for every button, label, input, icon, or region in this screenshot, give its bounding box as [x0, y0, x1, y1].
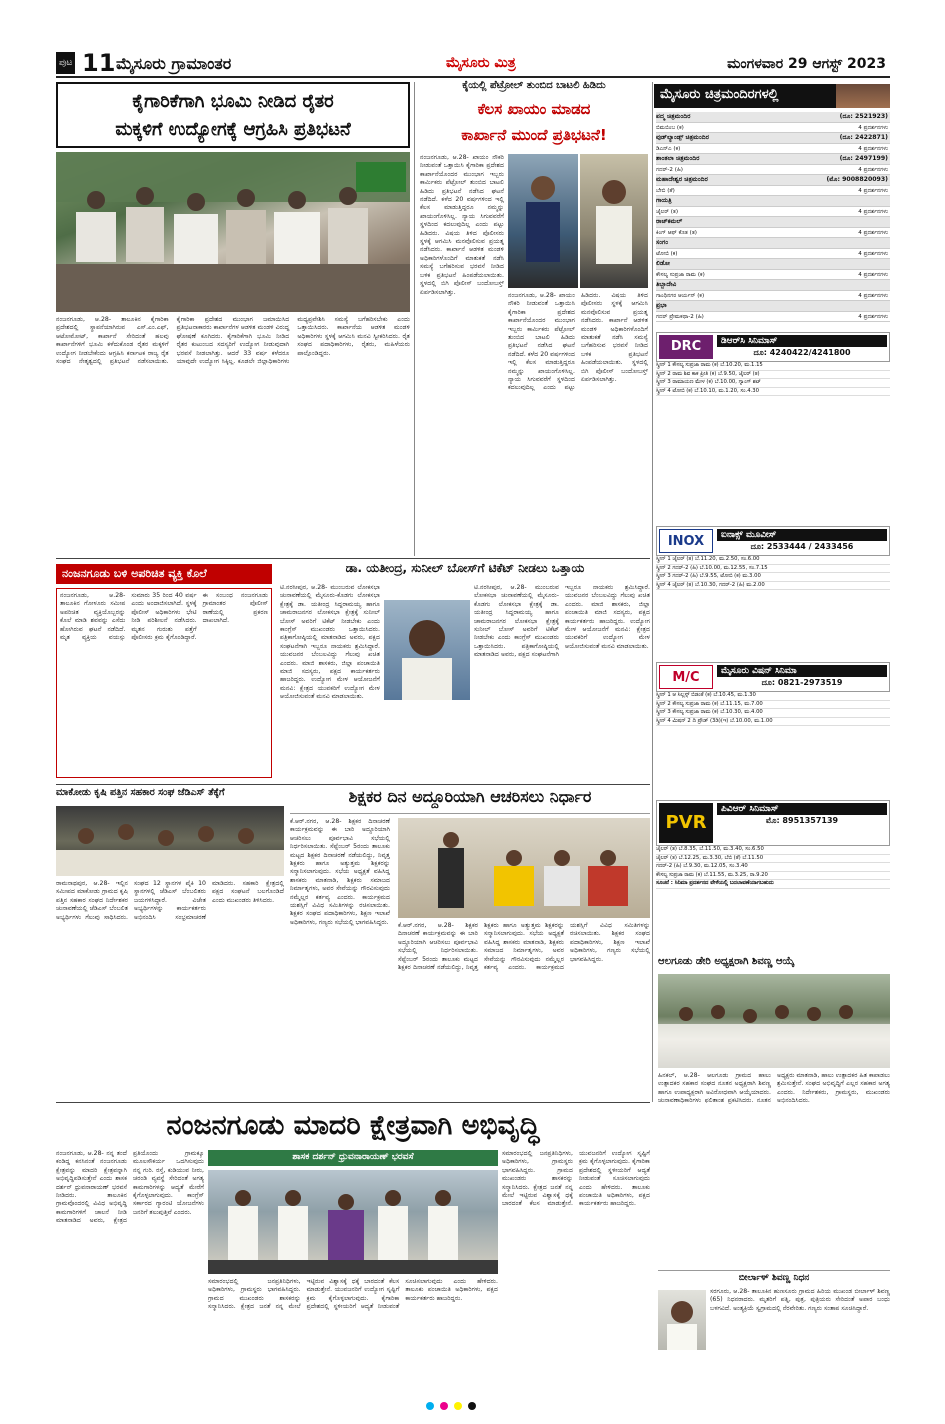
listing-row-title: ಗದರ್-2 (ಹಿ)	[656, 166, 683, 173]
inox-cinema-block	[656, 526, 890, 590]
pvr-cinema-block	[656, 800, 890, 889]
pvr-header	[656, 800, 890, 846]
mvc-screen-row: ಸ್ಕ್ರೀನ್ 3 ಕೌಸಲ್ಯ ಸುಪ್ರಜಾ ರಾಮ (ಕ) ಬೆ.10.30, ಮ.4.00	[656, 709, 890, 718]
mvc-logo: M/C	[659, 665, 713, 689]
story4-body: ಟಿ.ನರಸೀಪುರ, ಆ.28- ಮುಂಬರುವ ಲೋಕಸಭಾ ಚುನಾವಣೆಯಲ್ಲಿ ಮೈಸೂರು-ಕೊಡಗು ಲೋಕಸಭಾ ಕ್ಷೇತ್ರಕ್ಕೆ ಡಾ. ಯತೀಂದ್ರ ಸಿದ್ದರಾಮಯ್ಯ ಹಾಗೂ ಚಾಮರಾಜನಗರ ಲೋಕಸಭಾ ಕ್ಷೇತ್ರಕ್ಕೆ ಸುನೀಲ್ ಬೋಸ್ ಅವರಿಗೆ ಟಿಕೆಟ್ ನೀಡಬೇಕು ಎಂದು ಕಾಂಗ್ರೆಸ್ ಮುಖಂಡರು ಒತ್ತಾಯಿಸಿದರು. ಪತ್ರಿಕಾಗೋಷ್ಠಿಯಲ್ಲಿ ಮಾತನಾಡಿದ ಅವರು, ಪಕ್ಷದ ಸಂಘಟನೆಗಾಗಿ ಇಬ್ಬರೂ ನಾಯಕರು ಶ್ರಮಿಸಿದ್ದಾರೆ. ಯುವಜನರ ಬೆಂಬಲವಿದ್ದು ಗೆಲುವು ಖಚಿತ ಎಂದರು. ಮಾಜಿ ಶಾಸಕರು, ಜಿಲ್ಲಾ ಪಂಚಾಯಿತಿ ಮಾಜಿ ಸದಸ್ಯರು, ಪಕ್ಷದ ಕಾರ್ಯಕರ್ತರು ಹಾಜರಿದ್ದರು. ಉದ್ಯೋಗ ಮೇಳ ಆಯೋಜನೆಗೆ ಮನವಿ: ಕ್ಷೇತ್ರದ ಯುವಕರಿಗೆ ಉದ್ಯೋಗ ಮೇಳ ಆಯೋಜಿಸುವಂತೆ ಮನವಿ ಮಾಡಲಾಯಿತು.	[280, 584, 380, 701]
section-divider	[56, 784, 650, 785]
listing-row-title: ಸಂಗಂ	[656, 239, 669, 246]
story6-photo	[398, 818, 650, 918]
listing-theater-row	[656, 280, 890, 291]
drc-screen-row: ಸ್ಕ್ರೀನ್ 4 ಟೋಬಿ (ಕ) ಬೆ.10.10, ಮ.1.20, ಸಂ.4.30	[656, 388, 890, 397]
section-title: ಮೈಸೂರು ಗ್ರಾಮಾಂತರ	[116, 54, 232, 73]
story4-body-continued: ಟಿ.ನರಸೀಪುರ, ಆ.28- ಮುಂಬರುವ ಲೋಕಸಭಾ ಚುನಾವಣೆಯಲ್ಲಿ ಮೈಸೂರು-ಕೊಡಗು ಲೋಕಸಭಾ ಕ್ಷೇತ್ರಕ್ಕೆ ಡಾ. ಯತೀಂದ್ರ ಸಿದ್ದರಾಮಯ್ಯ ಹಾಗೂ ಚಾಮರಾಜನಗರ ಲೋಕಸಭಾ ಕ್ಷೇತ್ರಕ್ಕೆ ಸುನೀಲ್ ಬೋಸ್ ಅವರಿಗೆ ಟಿಕೆಟ್ ನೀಡಬೇಕು ಎಂದು ಕಾಂಗ್ರೆಸ್ ಮುಖಂಡರು ಒತ್ತಾಯಿಸಿದರು. ಪತ್ರಿಕಾಗೋಷ್ಠಿಯಲ್ಲಿ ಮಾತನಾಡಿದ ಅವರು, ಪಕ್ಷದ ಸಂಘಟನೆಗಾಗಿ ಇಬ್ಬರೂ ನಾಯಕರು ಶ್ರಮಿಸಿದ್ದಾರೆ. ಯುವಜನರ ಬೆಂಬಲವಿದ್ದು ಗೆಲುವು ಖಚಿತ ಎಂದರು. ಮಾಜಿ ಶಾಸಕರು, ಜಿಲ್ಲಾ ಪಂಚಾಯಿತಿ ಮಾಜಿ ಸದಸ್ಯರು, ಪಕ್ಷದ ಕಾರ್ಯಕರ್ತರು ಹಾಜರಿದ್ದರು. ಉದ್ಯೋಗ ಮೇಳ ಆಯೋಜನೆಗೆ ಮನವಿ: ಕ್ಷೇತ್ರದ ಯುವಕರಿಗೆ ಉದ್ಯೋಗ ಮೇಳ ಆಯೋಜಿಸುವಂತೆ ಮನವಿ ಮಾಡಲಾಯಿತು.	[474, 584, 650, 659]
story1-headline-line1: ಕೈಗಾರಿಕೆಗಾಗಿ ಭೂಮಿ ನೀಡಿದ ರೈತರ	[132, 91, 334, 112]
drc-screens	[656, 362, 890, 396]
listing-row-info: 4 ಪ್ರದರ್ಶನಗಳು	[858, 124, 888, 131]
listing-row-info: 4 ಪ್ರದರ್ಶನಗಳು	[858, 145, 888, 152]
registration-mark	[454, 1402, 462, 1410]
story1-headline-line2: ಮಕ್ಕಳಿಗೆ ಉದ್ಯೋಗಕ್ಕೆ ಆಗ್ರಹಿಸಿ ಪ್ರತಿಭಟನೆ	[115, 119, 351, 140]
listing-row-title: ಬಿಮಬಿಂಬ (ಕ)	[656, 124, 684, 131]
inox-screen-row: ಸ್ಕ್ರೀನ್ 3 ಗದರ್-2 (ಹಿ) ಬೆ.9.55, ಟೋಬಿ (ಕ) ಮ.3.00	[656, 573, 890, 582]
listing-row-info: (ದೂ: 2497199)	[839, 155, 888, 162]
mvc-header	[656, 662, 890, 692]
story2-photo-2-figure	[580, 154, 648, 288]
story2-body: ನಂಜನಗೂಡು, ಆ.28- ಖಾಯಂ ನೌಕರಿ ನೀಡುವಂತೆ ಒತ್ತಾಯಿಸಿ ಕೈಗಾರಿಕಾ ಪ್ರದೇಶದ ಕಾರ್ಖಾನೆಯೊಂದರ ಮುಂಭಾಗ ಇಬ್ಬರು ಕಾರ್ಮಿಕರು ಪೆಟ್ರೋಲ್ ತುಂಬಿದ ಬಾಟಲಿ ಹಿಡಿದು ಪ್ರತಿಭಟನೆ ನಡೆಸಿದ ಘಟನೆ ನಡೆದಿದೆ. ಕಳೆದ 20 ವರ್ಷಗಳಿಂದ ಇಲ್ಲಿ ಕೆಲಸ ಮಾಡುತ್ತಿದ್ದರೂ ನಮ್ಮನ್ನು ಖಾಯಂಗೊಳಿಸಿಲ್ಲ. ನ್ಯಾಯ ಸಿಗುವವರೆಗೆ ಸ್ಥಳದಿಂದ ಕದಲುವುದಿಲ್ಲ ಎಂದು ಪಟ್ಟು ಹಿಡಿದರು. ವಿಷಯ ತಿಳಿದ ಪೊಲೀಸರು ಸ್ಥಳಕ್ಕೆ ಆಗಮಿಸಿ ಮನವೊಲಿಸುವ ಪ್ರಯತ್ನ ನಡೆಸಿದರು. ಕಾರ್ಖಾನೆ ಆಡಳಿತ ಮಂಡಳಿ ಅಧಿಕಾರಿಗಳೊಂದಿಗೆ ಮಾತುಕತೆ ನಡೆಸಿ ಸಮಸ್ಯೆ ಬಗೆಹರಿಸುವ ಭರವಸೆ ನೀಡಿದ ಬಳಿಕ ಪ್ರತಿಭಟನೆ ಹಿಂಪಡೆಯಲಾಯಿತು. ಸ್ಥಳದಲ್ಲಿ ಬಿಗಿ ಪೊಲೀಸ್ ಬಂದೋಬಸ್ತ್ ಏರ್ಪಡಿಸಲಾಗಿತ್ತು.	[420, 154, 504, 296]
listing-theater-row	[656, 238, 890, 249]
mvc-screen-row: ಸ್ಕ್ರೀನ್ 2 ಕೌಸಲ್ಯ ಸುಪ್ರಜಾ ರಾಮ (ಕ) ಬೆ.11.15, ಮ.7.00	[656, 701, 890, 710]
listing-row-info: 4 ಪ್ರದರ್ಶನಗಳು	[858, 187, 888, 194]
pvr-logo: PVR	[659, 803, 713, 843]
registration-mark	[426, 1402, 434, 1410]
story2-photo-1	[508, 154, 578, 288]
listing-movie-row	[656, 207, 890, 218]
drc-phone: ದೂ: 4240422/4241800	[753, 348, 851, 357]
story9-body-left: ನಂಜನಗೂಡು, ಆ.28- ನನ್ನ ತಂದೆ ಕಂಡಿದ್ದ ಕನಸಿನಂತೆ ನಂಜನಗೂಡು ಕ್ಷೇತ್ರವನ್ನು ಮಾದರಿ ಕ್ಷೇತ್ರವನ್ನಾಗಿ ಅಭಿವೃದ್ಧಿಪಡಿಸುತ್ತೇನೆ ಎಂದು ಶಾಸಕ ದರ್ಶನ್ ಧ್ರುವನಾರಾಯಣ್ ಭರವಸೆ ನೀಡಿದರು. ತಾಲೂಕಿನ ಗ್ರಾಮವೊಂದರಲ್ಲಿ ವಿವಿಧ ಅಭಿವೃದ್ಧಿ ಕಾಮಗಾರಿಗಳಿಗೆ ಚಾಲನೆ ನೀಡಿ ಮಾತನಾಡಿದ ಅವರು, ಕ್ಷೇತ್ರದ ಪ್ರತಿಯೊಂದು ಗ್ರಾಮಕ್ಕೂ ಮೂಲಸೌಕರ್ಯ ಒದಗಿಸುವುದು ನನ್ನ ಗುರಿ. ರಸ್ತೆ, ಕುಡಿಯುವ ನೀರು, ಚರಂಡಿ ವ್ಯವಸ್ಥೆ ಸೇರಿದಂತೆ ಅಗತ್ಯ ಕಾಮಗಾರಿಗಳನ್ನು ಆದ್ಯತೆ ಮೇರೆಗೆ ಕೈಗೊಳ್ಳಲಾಗುವುದು. ಕಾಂಗ್ರೆಸ್ ಸರ್ಕಾರದ ಗ್ಯಾರಂಟಿ ಯೋಜನೆಗಳು ಜನರಿಗೆ ತಲುಪುತ್ತಿವೆ ಎಂದರು.	[56, 1150, 204, 1225]
listing-theater-row	[656, 154, 890, 165]
inox-header	[656, 526, 890, 556]
story2-photo-1-figure	[508, 154, 578, 288]
listing-row-info: 4 ಪ್ರದರ್ಶನಗಳು	[858, 208, 888, 215]
listing-theater-row	[656, 196, 890, 207]
listing-row-info: 4 ಪ್ರದರ್ಶನಗಳು	[858, 271, 888, 278]
section-divider	[56, 558, 650, 559]
listing-row-info: 4 ಪ್ರದರ್ಶನಗಳು	[858, 166, 888, 173]
story2-headline-line1: ಕೆಲಸ ಖಾಯಂ ಮಾಡದ	[477, 100, 591, 118]
registration-mark	[440, 1402, 448, 1410]
story9-photo	[208, 1170, 498, 1274]
section-divider	[56, 1102, 650, 1103]
listing-movie-row	[656, 249, 890, 260]
listing-row-info: 4 ಪ್ರದರ್ಶನಗಳು	[858, 229, 888, 236]
story7-body: ಹಿನಕಲ್, ಆ.28- ಆಲಗೂಡು ಗ್ರಾಮದ ಹಾಲು ಉತ್ಪಾದಕರ ಸಹಕಾರ ಸಂಘದ ನೂತನ ಅಧ್ಯಕ್ಷರಾಗಿ ಶಿವಣ್ಣ ಹಾಗೂ ಉಪಾಧ್ಯಕ್ಷರಾಗಿ ಅವಿರೋಧವಾಗಿ ಆಯ್ಕೆಯಾದರು. ಚುನಾವಣಾಧಿಕಾರಿಗಳು ಫಲಿತಾಂಶ ಪ್ರಕಟಿಸಿದರು. ನೂತನ ಅಧ್ಯಕ್ಷರು ಮಾತನಾಡಿ, ಹಾಲು ಉತ್ಪಾದಕರ ಹಿತ ಕಾಪಾಡಲು ಶ್ರಮಿಸುತ್ತೇನೆ. ಸಂಘದ ಅಭಿವೃದ್ಧಿಗೆ ಎಲ್ಲರ ಸಹಕಾರ ಅಗತ್ಯ ಎಂದರು. ನಿರ್ದೇಶಕರು, ಗ್ರಾಮಸ್ಥರು, ಮುಖಂಡರು ಅಭಿನಂದಿಸಿದರು.	[658, 1072, 890, 1105]
column-divider	[652, 82, 653, 1102]
listing-theater-row	[656, 259, 890, 270]
column-divider	[414, 82, 415, 556]
drc-logo: DRC	[659, 335, 713, 359]
listing-row-info: (ಮೊ: 9008820093)	[826, 176, 888, 183]
inox-screens	[656, 556, 890, 590]
listing-row-title: ವುಡ್‌ಲ್ಯಾಂಡ್ಸ್ ಚಿತ್ರಮಂದಿರ	[656, 134, 710, 141]
story1-body: ನಂಜನಗೂಡು, ಆ.28- ತಾಲೂಕಿನ ಕೈಗಾರಿಕಾ ಪ್ರದೇಶದಲ್ಲಿ ಸ್ಥಾಪನೆಯಾಗಿರುವ ಎಸ್.ಎಂ.ಎಫ್, ಆಟೋಮೋಟ್, ಕಾರ್ಖಾನೆ ಸೇರಿದಂತೆ ಹಲವು ಕಾರ್ಖಾನೆಗಳಿಗೆ ಭೂಮಿ ಕಳೆದುಕೊಂಡ ರೈತರ ಮಕ್ಕಳಿಗೆ ಉದ್ಯೋಗ ನೀಡಬೇಕೆಂದು ಆಗ್ರಹಿಸಿ ಕರ್ನಾಟಕ ರಾಜ್ಯ ರೈತ ಸಂಘದ ನೇತೃತ್ವದಲ್ಲಿ ಪ್ರತಿಭಟನೆ ನಡೆಸಲಾಯಿತು. ಕೈಗಾರಿಕಾ ಪ್ರದೇಶದ ಮುಂಭಾಗ ಜಮಾಯಿಸಿದ ಪ್ರತಿಭಟನಾಕಾರರು ಕಾರ್ಖಾನೆಗಳ ಆಡಳಿತ ಮಂಡಳಿ ವಿರುದ್ಧ ಘೋಷಣೆ ಕೂಗಿದರು. ಕೈಗಾರಿಕೆಗಾಗಿ ಭೂಮಿ ನೀಡಿದ ರೈತರ ಕುಟುಂಬದ ಸದಸ್ಯರಿಗೆ ಉದ್ಯೋಗ ನೀಡುವುದಾಗಿ ಭರವಸೆ ನೀಡಲಾಗಿತ್ತು. ಆದರೆ 33 ವರ್ಷ ಕಳೆದರೂ ಯಾವುದೇ ಉದ್ಯೋಗ ಸಿಕ್ಕಿಲ್ಲ. ಕೂಡಲೇ ಜಿಲ್ಲಾಧಿಕಾರಿಗಳು ಮಧ್ಯಪ್ರವೇಶಿಸಿ ಸಮಸ್ಯೆ ಬಗೆಹರಿಸಬೇಕು ಎಂದು ಒತ್ತಾಯಿಸಿದರು. ಕಾರ್ಖಾನೆಯ ಆಡಳಿತ ಮಂಡಳಿ ಅಧಿಕಾರಿಗಳು ಸ್ಥಳಕ್ಕೆ ಆಗಮಿಸಿ ಮನವಿ ಸ್ವೀಕರಿಸಿದರು. ರೈತ ಸಂಘದ ಪದಾಧಿಕಾರಿಗಳು, ರೈತರು, ಮಹಿಳೆಯರು ಪಾಲ್ಗೊಂಡಿದ್ದರು.	[56, 316, 410, 366]
listing-row-title: ಲಿಡೋ	[656, 260, 670, 267]
page-tag: ಪುಟ	[56, 52, 75, 74]
listing-row-title: ಗದರ್ ಪ್ರೇಮಕಥಾ-2 (ಹಿ)	[656, 313, 704, 320]
story1-headline	[56, 82, 410, 148]
drc-header	[656, 332, 890, 362]
listing-movie-row	[656, 144, 890, 155]
story2-headline	[420, 96, 648, 152]
mvc-screens	[656, 692, 890, 726]
story5-photo-crowd	[56, 806, 284, 876]
inox-title: ಐನಾಕ್ಸ್ ಮೂವೀಸ್	[717, 529, 887, 541]
story6-body-continued: ಕೆ.ಆರ್.ನಗರ, ಆ.28- ಶಿಕ್ಷಕರ ದಿನಾಚರಣೆ ಕಾರ್ಯಕ್ರಮವನ್ನು ಈ ಬಾರಿ ಅದ್ದೂರಿಯಾಗಿ ಆಚರಿಸಲು ಪೂರ್ವಭಾವಿ ಸಭೆಯಲ್ಲಿ ನಿರ್ಧರಿಸಲಾಯಿತು. ಸೆಪ್ಟೆಂಬರ್ 5ರಂದು ತಾಲೂಕು ಮಟ್ಟದ ಶಿಕ್ಷಕರ ದಿನಾಚರಣೆ ನಡೆಯಲಿದ್ದು, ನಿವೃತ್ತ ಶಿಕ್ಷಕರು ಹಾಗೂ ಅತ್ಯುತ್ತಮ ಶಿಕ್ಷಕರನ್ನು ಸನ್ಮಾನಿಸಲಾಗುವುದು. ಸಭೆಯ ಅಧ್ಯಕ್ಷತೆ ವಹಿಸಿದ್ದ ಶಾಸಕರು ಮಾತನಾಡಿ, ಶಿಕ್ಷಕರು ಸಮಾಜದ ನಿರ್ಮಾತೃಗಳು, ಅವರ ಸೇವೆಯನ್ನು ಗೌರವಿಸುವುದು ನಮ್ಮೆಲ್ಲರ ಕರ್ತವ್ಯ ಎಂದರು. ಕಾರ್ಯಕ್ರಮದ ಯಶಸ್ಸಿಗೆ ವಿವಿಧ ಸಮಿತಿಗಳನ್ನು ರಚಿಸಲಾಯಿತು. ಶಿಕ್ಷಕರ ಸಂಘದ ಪದಾಧಿಕಾರಿಗಳು, ಶಿಕ್ಷಣ ಇಲಾಖೆ ಅಧಿಕಾರಿಗಳು, ಗಣ್ಯರು ಸಭೆಯಲ್ಲಿ ಭಾಗವಹಿಸಿದ್ದರು.	[398, 922, 650, 972]
inox-phone: ದೂ: 2533444 / 2433456	[750, 542, 854, 551]
listing-movie-row	[656, 228, 890, 239]
drc-title: ಡಿಆರ್‌ಸಿ ಸಿನಿಮಾಸ್	[717, 335, 887, 347]
listing-row-title: ರಾಜ್‌ಕಮಲ್	[656, 218, 683, 225]
listing-row-info: 4 ಪ್ರದರ್ಶನಗಳು	[858, 292, 888, 299]
story7-photo	[658, 974, 890, 1068]
story6-headline: ಶಿಕ್ಷಕರ ದಿನ ಅದ್ದೂರಿಯಾಗಿ ಆಚರಿಸಲು ನಿರ್ಧಾರ	[290, 788, 650, 814]
inox-screen-row: ಸ್ಕ್ರೀನ್ 2 ಗದರ್-2 (ಹಿ) ಬೆ.10.00, ಮ.12.55, ಸಂ.7.15	[656, 565, 890, 574]
listing-row-title: ಗಾಂಧಿನಗರ ಆರ್ಯನ್ (ಕ)	[656, 292, 705, 299]
story8-body: ಸರಗೂರು, ಆ.28- ತಾಲೂಕಿನ ಹುಣಸೂರು ಗ್ರಾಮದ ಹಿರಿಯ ಮುಖಂಡ ಬೀರ್ಲಾಳ್ ಶಿವಣ್ಣ (65) ನಿಧನರಾದರು. ಮೃತರಿಗೆ ಪತ್ನಿ, ಪುತ್ರ, ಪುತ್ರಿಯರು ಸೇರಿದಂತೆ ಅಪಾರ ಬಂಧು ಬಳಗವಿದೆ. ಅಂತ್ಯಕ್ರಿಯೆ ಸ್ವಗ್ರಾಮದಲ್ಲಿ ನೆರವೇರಿತು. ಗಣ್ಯರು ಸಂತಾಪ ಸೂಚಿಸಿದ್ದಾರೆ.	[710, 1288, 890, 1312]
story2-kicker: ಕೈಯಲ್ಲಿ ಪೆಟ್ರೋಲ್ ತುಂಬಿದ ಬಾಟಲಿ ಹಿಡಿದು	[462, 80, 606, 91]
story9-headline: ನಂಜನಗೂಡು ಮಾದರಿ ಕ್ಷೇತ್ರವಾಗಿ ಅಭಿವೃದ್ಧಿ	[166, 1110, 540, 1141]
pvr-screens	[656, 846, 890, 880]
drc-screen-row: ಸ್ಕ್ರೀನ್ 3 ರಾಮಾಯಣ ಮೇಳ (ಕ) ಬೆ.10.00, ಗ್ಯಾಂಗ್ ಶಟ್	[656, 379, 890, 388]
story2-body-continued: ನಂಜನಗೂಡು, ಆ.28- ಖಾಯಂ ನೌಕರಿ ನೀಡುವಂತೆ ಒತ್ತಾಯಿಸಿ ಕೈಗಾರಿಕಾ ಪ್ರದೇಶದ ಕಾರ್ಖಾನೆಯೊಂದರ ಮುಂಭಾಗ ಇಬ್ಬರು ಕಾರ್ಮಿಕರು ಪೆಟ್ರೋಲ್ ತುಂಬಿದ ಬಾಟಲಿ ಹಿಡಿದು ಪ್ರತಿಭಟನೆ ನಡೆಸಿದ ಘಟನೆ ನಡೆದಿದೆ. ಕಳೆದ 20 ವರ್ಷಗಳಿಂದ ಇಲ್ಲಿ ಕೆಲಸ ಮಾಡುತ್ತಿದ್ದರೂ ನಮ್ಮನ್ನು ಖಾಯಂಗೊಳಿಸಿಲ್ಲ. ನ್ಯಾಯ ಸಿಗುವವರೆಗೆ ಸ್ಥಳದಿಂದ ಕದಲುವುದಿಲ್ಲ ಎಂದು ಪಟ್ಟು ಹಿಡಿದರು. ವಿಷಯ ತಿಳಿದ ಪೊಲೀಸರು ಸ್ಥಳಕ್ಕೆ ಆಗಮಿಸಿ ಮನವೊಲಿಸುವ ಪ್ರಯತ್ನ ನಡೆಸಿದರು. ಕಾರ್ಖಾನೆ ಆಡಳಿತ ಮಂಡಳಿ ಅಧಿಕಾರಿಗಳೊಂದಿಗೆ ಮಾತುಕತೆ ನಡೆಸಿ ಸಮಸ್ಯೆ ಬಗೆಹರಿಸುವ ಭರವಸೆ ನೀಡಿದ ಬಳಿಕ ಪ್ರತಿಭಟನೆ ಹಿಂಪಡೆಯಲಾಯಿತು. ಸ್ಥಳದಲ್ಲಿ ಬಿಗಿ ಪೊಲೀಸ್ ಬಂದೋಬಸ್ತ್ ಏರ್ಪಡಿಸಲಾಗಿತ್ತು.	[508, 292, 648, 392]
pvr-screen-row: ಜೈಲರ್ (ತ) ಬೆ.12.25, ಮ.3.30, ಬೆಬಿ (ತೆ) ಬೆ.11.50	[656, 855, 890, 864]
issue-date: ಮಂಗಳವಾರ 29 ಆಗಸ್ಟ್ 2023	[727, 56, 886, 72]
story4-headline: ಡಾ. ಯತೀಂದ್ರ, ಸುನೀಲ್ ಬೋಸ್‌ಗೆ ಟಿಕೆಟ್ ನೀಡಲು ಒತ್ತಾಯ	[345, 562, 585, 575]
story5-body: ರಾಮನಾಥಪುರ, ಆ.28- ಇಲ್ಲಿನ ಸಮೀಪದ ಮಾಕೋಡು ಗ್ರಾಮದ ಕೃಷಿ ಪತ್ತಿನ ಸಹಕಾರ ಸಂಘದ ನಿರ್ದೇಶಕರ ಚುನಾವಣೆಯಲ್ಲಿ ಜೆಡಿಎಸ್ ಬೆಂಬಲಿತ ಅಭ್ಯರ್ಥಿಗಳು ಗೆಲುವು ಸಾಧಿಸಿದರು. ಸಂಘದ 12 ಸ್ಥಾನಗಳ ಪೈಕಿ 10 ಸ್ಥಾನಗಳಲ್ಲಿ ಜೆಡಿಎಸ್ ಬೆಂಬಲಿತರು ಜಯಗಳಿಸಿದ್ದಾರೆ. ವಿಜೇತ ಅಭ್ಯರ್ಥಿಗಳನ್ನು ಕಾರ್ಯಕರ್ತರು ಅಭಿನಂದಿಸಿ ಸಂಭ್ರಮಾಚರಣೆ ಮಾಡಿದರು. ಸಹಕಾರಿ ಕ್ಷೇತ್ರದಲ್ಲಿ ಪಕ್ಷದ ಸಂಘಟನೆ ಬಲಗೊಂಡಿದೆ ಎಂದು ಮುಖಂಡರು ತಿಳಿಸಿದರು.	[56, 880, 284, 921]
listing-theater-row	[656, 133, 890, 144]
story8-portrait	[658, 1290, 706, 1350]
listing-row-info: 4 ಪ್ರದರ್ಶನಗಳು	[858, 250, 888, 257]
pvr-screen-row: ಗದರ್-2 (ಹಿ) ಬೆ.9.30, ಮ.12.05, ಸಂ.3.40	[656, 863, 890, 872]
story7-headline: ಆಲಗೂಡು ಡೇರಿ ಅಧ್ಯಕ್ಷರಾಗಿ ಶಿವಣ್ಣ ಆಯ್ಕೆ	[658, 956, 795, 967]
listing-theater-photo	[836, 84, 890, 108]
listing-header: ಮೈಸೂರು ಚಿತ್ರಮಂದಿರಗಳಲ್ಲಿ	[654, 84, 890, 108]
drc-screen-row: ಸ್ಕ್ರೀನ್ 2 ರಾಮ ಶಿವ ಕಾಕ ಪ್ರೀತಿ (ಕ) ಬೆ.9.50, ಜೈಲರ್ (ತ)	[656, 371, 890, 380]
newspaper-logo: ಮೈಸೂರು ಮಿತ್ರ	[446, 55, 516, 71]
listing-row-title: ಜೈಲರ್ (ತ)	[656, 208, 679, 215]
story5-headline: ಮಾಕೋಡು ಕೃಷಿ ಪತ್ತಿನ ಸಹಕಾರ ಸಂಘ ಜೆಡಿಎಸ್ ತೆಕ್ಕೆಗೆ	[56, 788, 225, 798]
story6-photo-stage	[398, 818, 650, 918]
listing-row-title: ತಿಬ್ಬಾದೇವಿ	[656, 281, 677, 288]
listing-movie-row	[656, 291, 890, 302]
inox-logo: INOX	[659, 529, 713, 553]
mvc-screen-row: ಸ್ಕ್ರೀನ್ 4 ಮಿಷನ್ 2 ದಿ ಪ್ರೌಡ್ (3ಡಿ)(ಇ) ಬೆ.10.00, ಮ.1.00	[656, 718, 890, 727]
story5-photo	[56, 806, 284, 876]
pvr-screen-row: ಕೌಸಲ್ಯ ಸುಪ್ರಜಾ ರಾಮ (ಕ) ಬೆ.11.55, ಮ.3.25, ರಾ.9.20	[656, 872, 890, 881]
story9-photo-ceremony	[208, 1170, 498, 1274]
pvr-title: ಪಿವಿಆರ್ ಸಿನಿಮಾಸ್	[717, 803, 887, 815]
listing-movie-row	[656, 270, 890, 281]
listing-row-title: ಗಾಯತ್ರಿ	[656, 197, 672, 204]
story4-portrait-figure	[384, 600, 470, 700]
mvc-phone: ದೂ: 0821-2973519	[761, 678, 843, 687]
story3-body: ನಂಜನಗೂಡು, ಆ.28- ತಾಲೂಕಿನ ಗೋಳೂರು ಸಮೀಪ ಅಪರಿಚಿತ ವ್ಯಕ್ತಿಯೊಬ್ಬರನ್ನು ಕೊಲೆ ಮಾಡಿ ಶವವನ್ನು ಎಸೆದು ಹೋಗಿರುವ ಘಟನೆ ನಡೆದಿದೆ. ಮೃತ ವ್ಯಕ್ತಿಯ ವಯಸ್ಸು ಸುಮಾರು 35 ರಿಂದ 40 ವರ್ಷ ಎಂದು ಅಂದಾಜಿಸಲಾಗಿದೆ. ಸ್ಥಳಕ್ಕೆ ಪೊಲೀಸ್ ಅಧಿಕಾರಿಗಳು ಭೇಟಿ ನೀಡಿ ಪರಿಶೀಲನೆ ನಡೆಸಿದರು. ಮೃತನ ಗುರುತು ಪತ್ತೆಗೆ ಪೊಲೀಸರು ಕ್ರಮ ಕೈಗೊಂಡಿದ್ದಾರೆ. ಈ ಸಂಬಂಧ ನಂಜನಗೂಡು ಗ್ರಾಮಾಂತರ ಪೊಲೀಸ್ ಠಾಣೆಯಲ್ಲಿ ಪ್ರಕರಣ ದಾಖಲಾಗಿದೆ.	[56, 588, 272, 778]
listing-row-title: ಕಿಂಗ್ ಆಫ್ ಕೊತ (ತ)	[656, 229, 697, 236]
listing-theater-row	[656, 112, 890, 123]
listing-row-title: ಬೇಬಿ (ತೆ)	[656, 187, 675, 194]
listing-row-title: ಕೌಸಲ್ಯ ಸುಪ್ರಜಾ ರಾಮ (ಕ)	[656, 271, 705, 278]
listing-theater-row	[656, 217, 890, 228]
page-number: 11	[82, 49, 116, 77]
listing-theater-row	[656, 301, 890, 312]
story8-headline: ಬೀರ್ಲಾಳ್ ಶಿವಣ್ಣ ನಿಧನ	[658, 1270, 890, 1284]
listing-row-title: ಡಿಎನ್‌ಎ (ಕ)	[656, 145, 681, 152]
story1-photo	[56, 152, 410, 312]
story6-body: ಕೆ.ಆರ್.ನಗರ, ಆ.28- ಶಿಕ್ಷಕರ ದಿನಾಚರಣೆ ಕಾರ್ಯಕ್ರಮವನ್ನು ಈ ಬಾರಿ ಅದ್ದೂರಿಯಾಗಿ ಆಚರಿಸಲು ಪೂರ್ವಭಾವಿ ಸಭೆಯಲ್ಲಿ ನಿರ್ಧರಿಸಲಾಯಿತು. ಸೆಪ್ಟೆಂಬರ್ 5ರಂದು ತಾಲೂಕು ಮಟ್ಟದ ಶಿಕ್ಷಕರ ದಿನಾಚರಣೆ ನಡೆಯಲಿದ್ದು, ನಿವೃತ್ತ ಶಿಕ್ಷಕರು ಹಾಗೂ ಅತ್ಯುತ್ತಮ ಶಿಕ್ಷಕರನ್ನು ಸನ್ಮಾನಿಸಲಾಗುವುದು. ಸಭೆಯ ಅಧ್ಯಕ್ಷತೆ ವಹಿಸಿದ್ದ ಶಾಸಕರು ಮಾತನಾಡಿ, ಶಿಕ್ಷಕರು ಸಮಾಜದ ನಿರ್ಮಾತೃಗಳು, ಅವರ ಸೇವೆಯನ್ನು ಗೌರವಿಸುವುದು ನಮ್ಮೆಲ್ಲರ ಕರ್ತವ್ಯ ಎಂದರು. ಕಾರ್ಯಕ್ರಮದ ಯಶಸ್ಸಿಗೆ ವಿವಿಧ ಸಮಿತಿಗಳನ್ನು ರಚಿಸಲಾಯಿತು. ಶಿಕ್ಷಕರ ಸಂಘದ ಪದಾಧಿಕಾರಿಗಳು, ಶಿಕ್ಷಣ ಇಲಾಖೆ ಅಧಿಕಾರಿಗಳು, ಗಣ್ಯರು ಸಭೆಯಲ್ಲಿ ಭಾಗವಹಿಸಿದ್ದರು.	[290, 818, 390, 926]
drc-cinema-block	[656, 332, 890, 396]
pvr-phone: ಮೊ: 8951357139	[765, 816, 839, 825]
listing-row-info: (ದೂ: 2521923)	[839, 113, 888, 120]
story9-body-under-photo: ಸಮಾರಂಭದಲ್ಲಿ ಜನಪ್ರತಿನಿಧಿಗಳು, ಅಧಿಕಾರಿಗಳು, ಗ್ರಾಮಸ್ಥರು ಭಾಗವಹಿಸಿದ್ದರು. ಗ್ರಾಮದ ಮುಖಂಡರು ಶಾಸಕರನ್ನು ಸನ್ಮಾನಿಸಿದರು. ಕ್ಷೇತ್ರದ ಜನತೆ ನನ್ನ ಮೇಲೆ ಇಟ್ಟಿರುವ ವಿಶ್ವಾಸಕ್ಕೆ ಧಕ್ಕೆ ಬಾರದಂತೆ ಕೆಲಸ ಮಾಡುತ್ತೇನೆ. ಯುವಜನರಿಗೆ ಉದ್ಯೋಗ ಸೃಷ್ಟಿಗೆ ಕ್ರಮ ಕೈಗೊಳ್ಳಲಾಗುವುದು. ಕೈಗಾರಿಕಾ ಪ್ರದೇಶದಲ್ಲಿ ಸ್ಥಳೀಯರಿಗೆ ಆದ್ಯತೆ ನೀಡುವಂತೆ ಸೂಚಿಸಲಾಗುವುದು ಎಂದು ಹೇಳಿದರು. ತಾಲೂಕು ಪಂಚಾಯಿತಿ ಅಧಿಕಾರಿಗಳು, ಪಕ್ಷದ ಕಾರ್ಯಕರ್ತರು ಹಾಜರಿದ್ದರು.	[208, 1278, 498, 1311]
mvc-cinema-block	[656, 662, 890, 726]
story9-body-right: ಸಮಾರಂಭದಲ್ಲಿ ಜನಪ್ರತಿನಿಧಿಗಳು, ಅಧಿಕಾರಿಗಳು, ಗ್ರಾಮಸ್ಥರು ಭಾಗವಹಿಸಿದ್ದರು. ಗ್ರಾಮದ ಮುಖಂಡರು ಶಾಸಕರನ್ನು ಸನ್ಮಾನಿಸಿದರು. ಕ್ಷೇತ್ರದ ಜನತೆ ನನ್ನ ಮೇಲೆ ಇಟ್ಟಿರುವ ವಿಶ್ವಾಸಕ್ಕೆ ಧಕ್ಕೆ ಬಾರದಂತೆ ಕೆಲಸ ಮಾಡುತ್ತೇನೆ. ಯುವಜನರಿಗೆ ಉದ್ಯೋಗ ಸೃಷ್ಟಿಗೆ ಕ್ರಮ ಕೈಗೊಳ್ಳಲಾಗುವುದು. ಕೈಗಾರಿಕಾ ಪ್ರದೇಶದಲ್ಲಿ ಸ್ಥಳೀಯರಿಗೆ ಆದ್ಯತೆ ನೀಡುವಂತೆ ಸೂಚಿಸಲಾಗುವುದು ಎಂದು ಹೇಳಿದರು. ತಾಲೂಕು ಪಂಚಾಯಿತಿ ಅಧಿಕಾರಿಗಳು, ಪಕ್ಷದ ಕಾರ್ಯಕರ್ತರು ಹಾಜರಿದ್ದರು.	[502, 1150, 650, 1208]
story1-photo-crowd	[56, 152, 410, 312]
listing-row-title: ಪ್ರಭಾ	[656, 302, 667, 309]
masthead	[56, 50, 890, 78]
story9-subhead: ಶಾಸಕ ದರ್ಶನ್ ಧ್ರುವನಾರಾಯಣ್ ಭರವಸೆ	[208, 1150, 498, 1166]
listing-row-info: 4 ಪ್ರದರ್ಶನಗಳು	[858, 313, 888, 320]
mvc-title: ಮೈಸೂರು ವಿಷನ್ ಸಿನಿಮಾ	[717, 665, 887, 677]
story2-photo-2	[580, 154, 648, 288]
listing-row-title: ಪದ್ಮ ಚಿತ್ರಮಂದಿರ	[656, 113, 691, 120]
inox-screen-row: ಸ್ಕ್ರೀನ್ 4 ಜೈಲರ್ (ತ) ಬೆ.10.30, ಗದರ್-2 (ಹಿ) ಮ.2.00	[656, 582, 890, 591]
inox-screen-row: ಸ್ಕ್ರೀನ್ 1 ಜೈಲರ್ (ತ) ಬೆ.11.20, ಮ.2.50, ಸಂ.6.00	[656, 556, 890, 565]
listing-row-info: (ದೂ: 2422871)	[839, 134, 888, 141]
pvr-note: ಸೂಚನೆ : ಸಿನಿಮಾ ಪ್ರದರ್ಶನದ ವೇಳೆಯಲ್ಲಿ ಬದಲಾವಣೆಯಾಗಬಹುದು	[656, 880, 890, 889]
story3-headline: ನಂಜನಗೂಡು ಬಳಿ ಅಪರಿಚಿತ ವ್ಯಕ್ತಿ ಕೊಲೆ	[56, 564, 272, 584]
mvc-screen-row: ಸ್ಕ್ರೀನ್ 1 ಆ ಸಿಲ್ಲಸ್ಸ್ ಬಿಡಂತೆ (ಕ) ಬೆ.10.45, ಮ.1.30	[656, 692, 890, 701]
listing-movie-row	[656, 165, 890, 176]
registration-mark	[468, 1402, 476, 1410]
listing-row-title: ಟೋಬಿ (ಕ)	[656, 250, 678, 257]
pvr-screen-row: ಜೈಲರ್ (ತ) ಬೆ.8.35, ಬೆ.11.50, ಮ.3.40, ಸಂ.6.50	[656, 846, 890, 855]
story2-headline-line2: ಕಾರ್ಖಾನೆ ಮುಂದೆ ಪ್ರತಿಭಟನೆ!	[461, 126, 607, 144]
listing-row-title: ಶಾಂತಲಾ ಚಿತ್ರಮಂದಿರ	[656, 155, 700, 162]
drc-screen-row: ಸ್ಕ್ರೀನ್ 1 ಕೌಸಲ್ಯ ಸುಪ್ರಜಾ ರಾಮ (ಕ) ಬೆ.10.20, ಮ.1.15	[656, 362, 890, 371]
listing-movie-row	[656, 123, 890, 134]
listing-movie-row	[656, 312, 890, 323]
listing-movie-row	[656, 186, 890, 197]
listing-row-title: ಮಹಾದೇಶ್ವರ ಚಿತ್ರಮಂದಿರ	[656, 176, 708, 183]
story8-portrait-figure	[658, 1290, 706, 1350]
story7-photo-group	[658, 974, 890, 1068]
listing-theater-row	[656, 175, 890, 186]
listing-table	[656, 112, 890, 322]
story4-portrait	[384, 600, 470, 700]
